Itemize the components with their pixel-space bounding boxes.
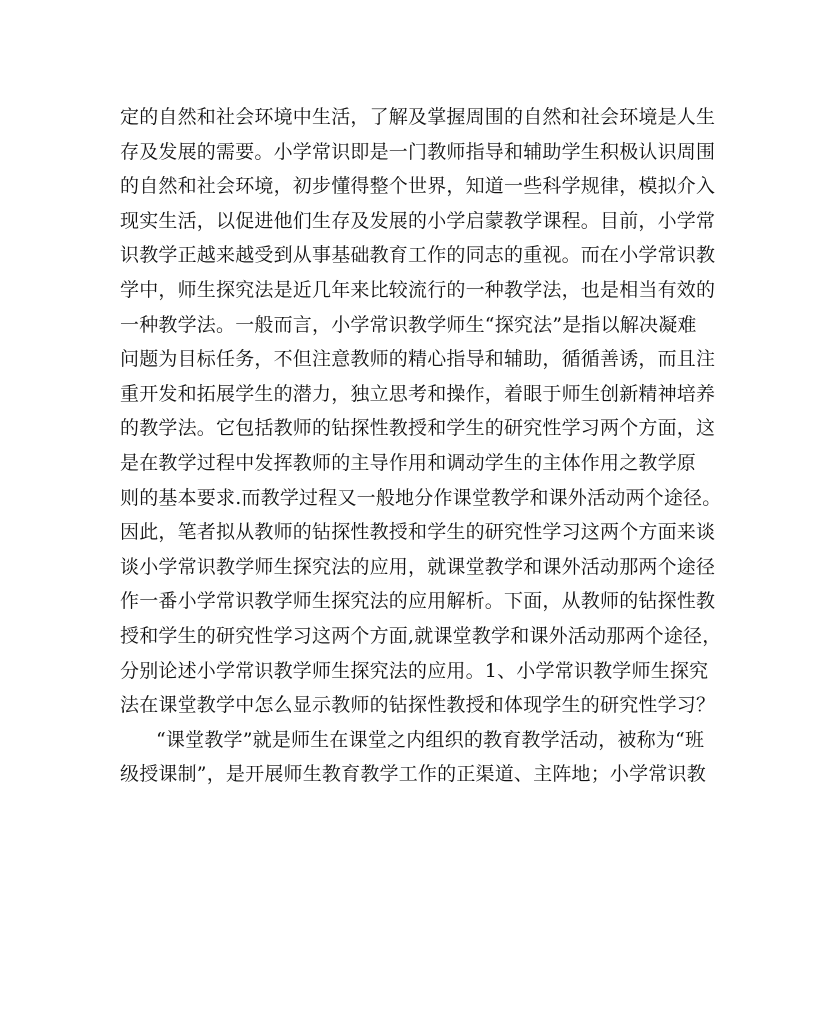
text-line-3: 的自然和社会环境，初步懂得整个世界，知道一些科学规律，模拟介入 [120,175,716,198]
text-line-10: 的教学法。它包括教师的钻探性教授和学生的研究性学习两个方面，这 [120,417,716,440]
text-line-1: 定的自然和社会环境中生活，了解及掌握周围的自然和社会环境是人生 [120,106,716,128]
text-line-15: 作一番小学常识教学师生探究法的应用解析。下面，从教师的钻探性教 [120,590,716,613]
text-line-13: 因此，笔者拟从教师的钻探性教授和学生的研究性学习这两个方面来谈 [120,521,716,544]
text-line-20: 级授课制”，是开展师生教育教学工作的正渠道、主阵地；小学常识教 [120,763,706,786]
text-line-2: 存及发展的需要。小学常识即是一门教师指导和辅助学生积极认识周围 [120,140,716,163]
text-line-5: 识教学正越来越受到从事基础教育工作的同志的重视。而在小学常识教 [120,244,716,267]
text-line-4: 现实生活，以促进他们生存及发展的小学启蒙教学课程。目前，小学常 [120,209,716,232]
text-line-8: 问题为目标任务，不但注意教师的精心指导和辅助，循循善诱，而且注 [120,348,716,371]
text-line-14: 谈小学常识教学师生探究法的应用，就课堂教学和课外活动那两个途径 [120,555,716,578]
text-line-6: 学中，师生探究法是近几年来比较流行的一种教学法，也是相当有效的 [120,278,716,301]
text-line-12: 则的基本要求.而教学过程又一般地分作课堂教学和课外活动两个途径。 [120,486,722,509]
body-text [120,100,722,792]
text-line-19: “课堂教学”就是师生在课堂之内组织的教育教学活动，被称为“班 [156,728,705,751]
text-line-18: 法在课堂教学中怎么显示教师的钻探性教授和体现学生的研究性学习？ [120,694,716,717]
text-line-16: 授和学生的研究性学习这两个方面,就课堂教学和课外活动那两个途径， [120,624,722,647]
text-line-7: 一种教学法。一般而言，小学常识教学师生“探究法”是指以解决凝难 [120,313,697,336]
text-line-11: 是在教学过程中发挥教师的主导作用和调动学生的主体作用之教学原 [120,451,697,474]
text-line-17: 分别论述小学常识教学师生探究法的应用。1、小学常识教学师生探究 [120,659,709,682]
text-line-9: 重开发和拓展学生的潜力，独立思考和操作，着眼于师生创新精神培养 [120,382,716,405]
